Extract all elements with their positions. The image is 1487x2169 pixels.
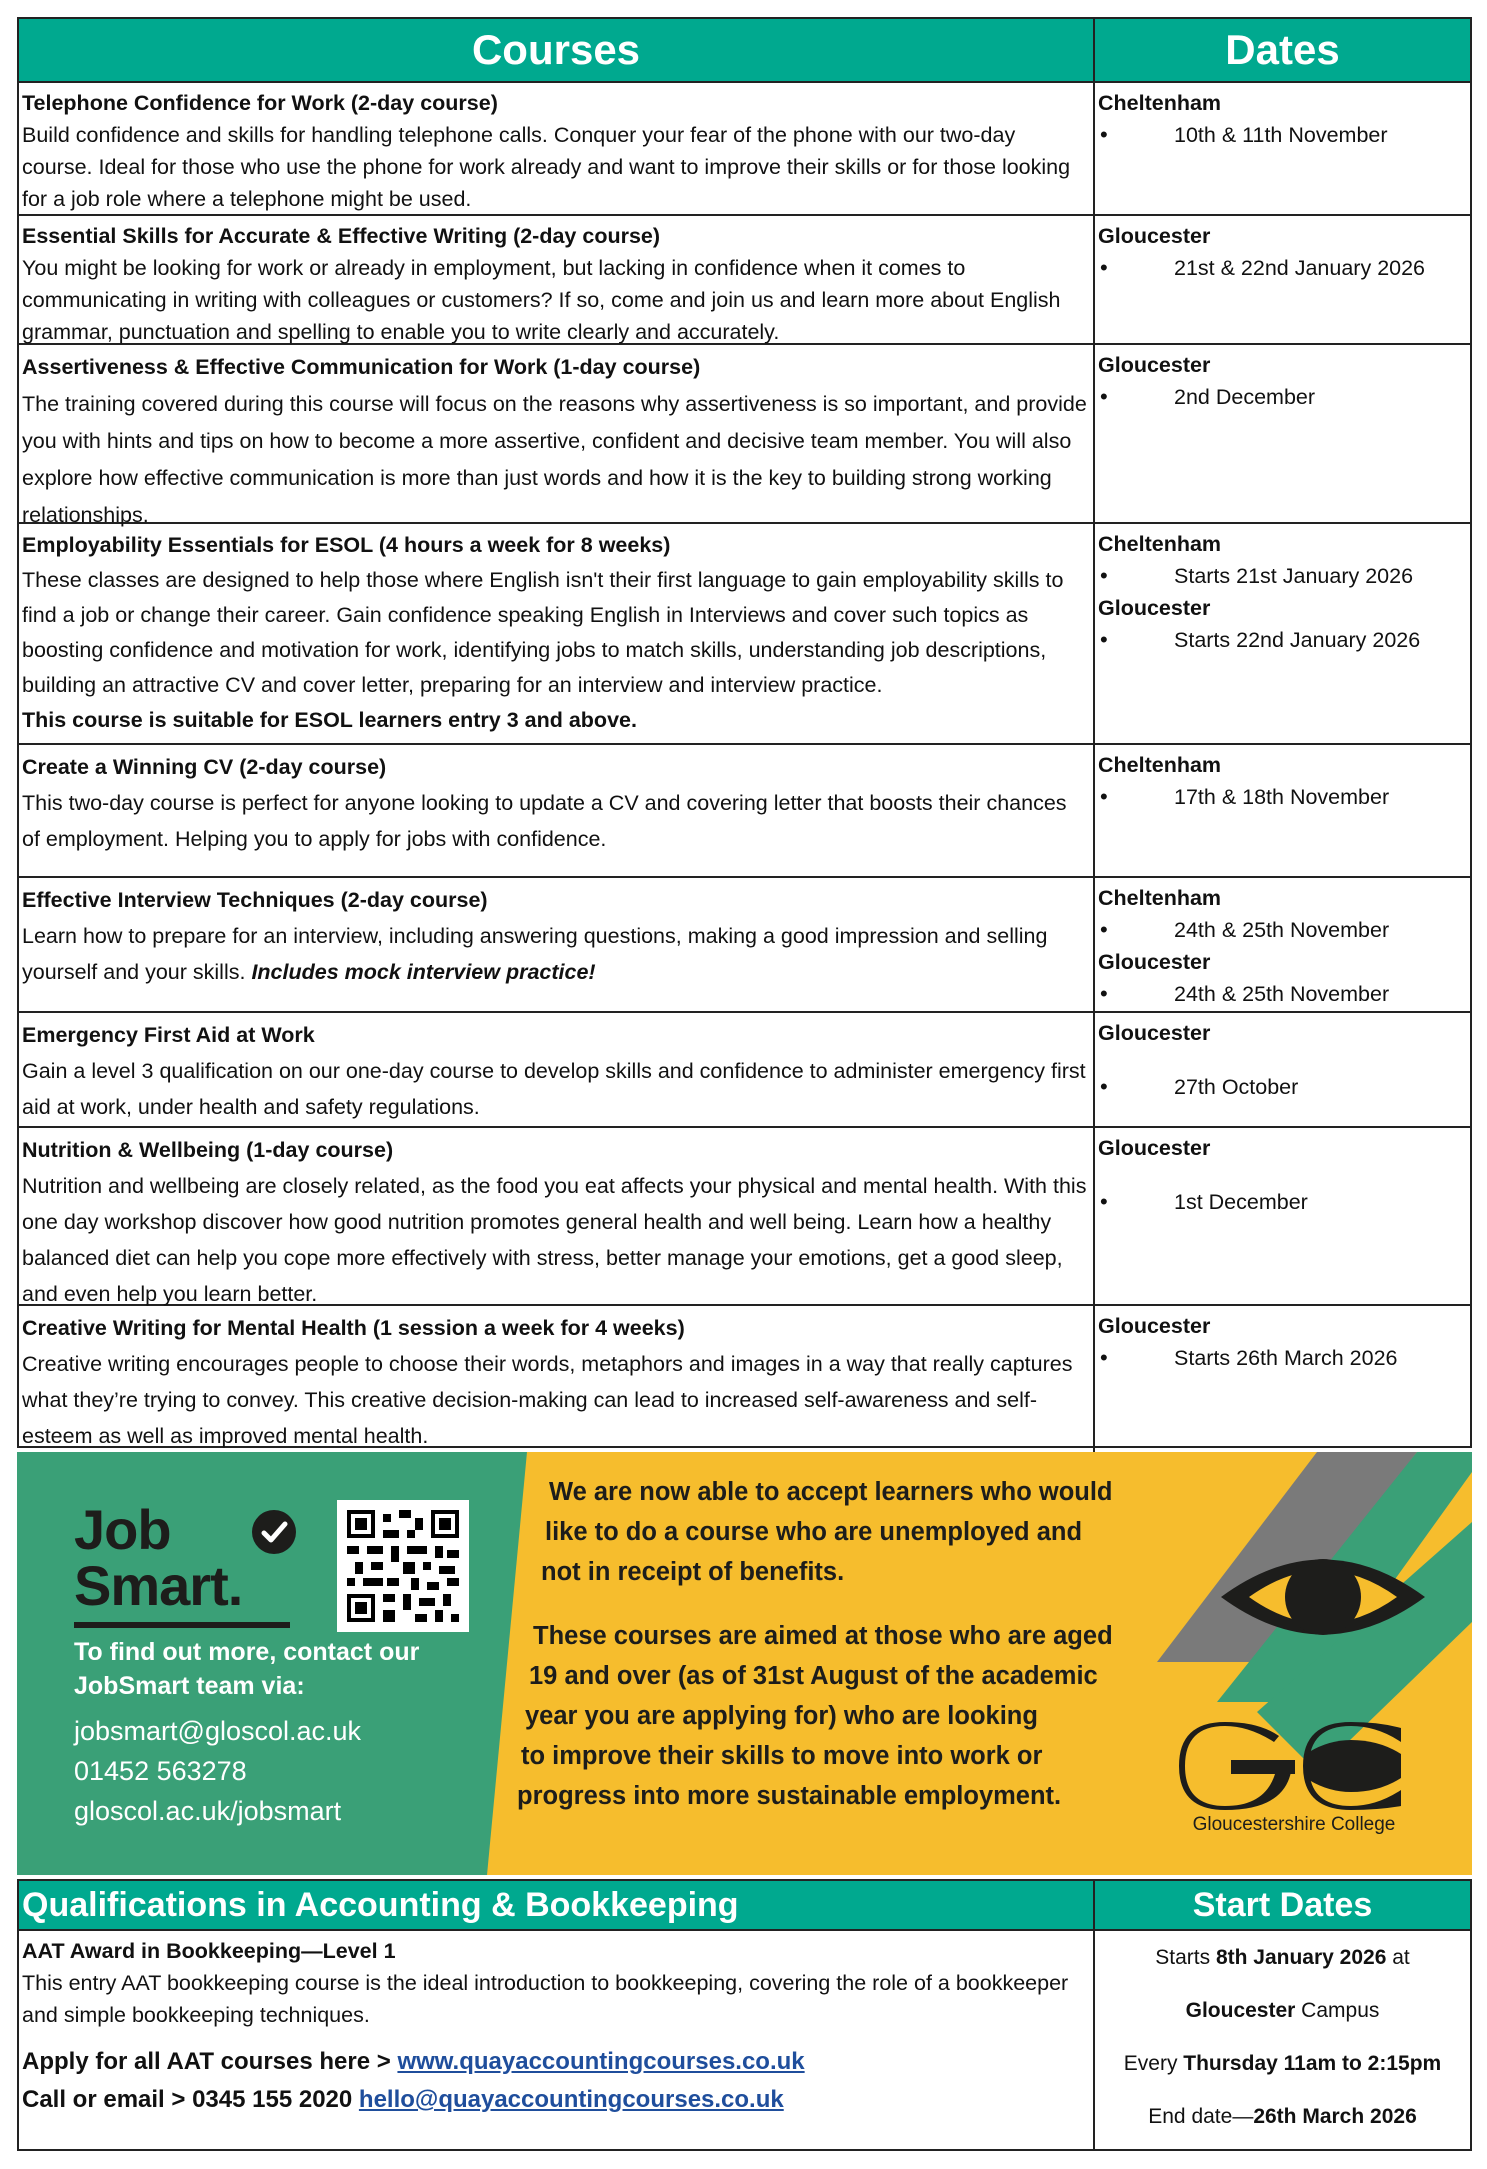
course-highlight: Includes mock interview practice!: [251, 960, 596, 984]
date-item: • 24th & 25th November: [1098, 978, 1467, 1010]
location: Gloucester: [1098, 950, 1211, 974]
end-prefix: End date—: [1148, 2105, 1254, 2128]
every-prefix: Every: [1123, 2052, 1184, 2075]
date-item: • 24th & 25th November: [1098, 914, 1467, 946]
date-item: • 1st December: [1098, 1186, 1467, 1218]
aat-course-title: AAT Award in Bookkeeping—Level 1: [22, 1939, 396, 1963]
course-description: Nutrition and wellbeing are closely related, as the food you eat affects your physical and mental health. With this one day workshop discover how good nutrition promotes general health and well being. Learn how a healthy balanced diet can help you cope more effectively with stress, better manage your emotions, get a good sleep, and even help you learn better.: [22, 1174, 1087, 1306]
logo-line-1: Job: [74, 1498, 171, 1561]
courses-table: [17, 17, 1472, 1448]
aat-header-row: [19, 1881, 1470, 1931]
apply-line: [22, 2043, 1090, 2081]
course-cell: [19, 216, 1095, 343]
course-row-esol: [19, 524, 1470, 745]
course-row-telephone: [19, 83, 1470, 216]
call-label: Call or email > 0345 155 2020: [22, 2086, 359, 2113]
dates-cell: [1095, 1128, 1470, 1304]
course-row-first-aid: [19, 1013, 1470, 1128]
location: Gloucester: [1098, 224, 1211, 248]
aat-header: Qualifications in Accounting & Bookkeeping: [19, 1881, 1095, 1929]
date-item: • Starts 26th March 2026: [1098, 1342, 1467, 1374]
course-cell: [19, 345, 1095, 527]
message-eligibility-l5: progress into more sustainable employment.: [517, 1782, 1062, 1810]
location: Gloucester: [1098, 1136, 1211, 1160]
course-description: Creative writing encourages people to choose their words, metaphors and images in a way that really captures what they’re trying to convey. This creative decision-making can lead to increased self-awareness and self-esteem as well as improved mental health.: [22, 1352, 1073, 1448]
campus-line: [1095, 1984, 1470, 2037]
campus: Gloucester: [1185, 1999, 1296, 2022]
campus-suffix: Campus: [1295, 1999, 1380, 2022]
course-description: Gain a level 3 qualification on our one-day course to develop skills and confidence to administer emergency first aid at work, under health and safety regulations.: [22, 1059, 1086, 1119]
courses-header-row: [19, 19, 1470, 83]
contact-email[interactable]: jobsmart@gloscol.ac.uk: [74, 1716, 362, 1746]
apply-label: Apply for all AAT courses here >: [22, 2048, 398, 2075]
start-date-line: [1095, 1931, 1470, 1984]
apply-link[interactable]: www.quayaccountingcourses.co.uk: [397, 2048, 805, 2075]
course-description: The training covered during this course will focus on the reasons why assertiveness is so important, and provide you with hints and tips on how to become a more assertive, confident and decisive team member. You will also explore how effective communication is more than just words and how it is the key to building strong working relationships.: [22, 392, 1087, 527]
course-title: Essential Skills for Accurate & Effective Writing (2-day course): [22, 224, 661, 248]
end-date-line: [1095, 2090, 1470, 2143]
aat-dates-cell: [1095, 1931, 1470, 2149]
course-row-creative-writing: [19, 1306, 1470, 1454]
gc-logo-icon: [1179, 1722, 1409, 1810]
message-eligibility-l4: to improve their skills to move into work or: [521, 1742, 1043, 1770]
course-title: Telephone Confidence for Work (2-day course): [22, 91, 498, 115]
dates-cell: [1095, 524, 1470, 743]
aat-table: [17, 1879, 1472, 2151]
course-row-cv: [19, 745, 1470, 878]
date-item: • 27th October: [1098, 1071, 1467, 1103]
email-link[interactable]: hello@quayaccountingcourses.co.uk: [358, 2086, 784, 2113]
course-title: Assertiveness & Effective Communication for Work (1-day course): [22, 355, 701, 379]
location: Cheltenham: [1098, 91, 1222, 115]
contact-website[interactable]: gloscol.ac.uk/jobsmart: [74, 1796, 342, 1826]
course-row-writing: [19, 216, 1470, 345]
college-name: Gloucestershire College: [1192, 1814, 1396, 1835]
dates-cell: [1095, 745, 1470, 876]
course-description: You might be looking for work or already in employment, but lacking in confidence when it comes to communicating in writing with colleagues or customers? If so, come and join us and learn more about English grammar, punctuation and spelling to enable you to write clearly and accurately.: [22, 256, 1061, 344]
course-title: Create a Winning CV (2-day course): [22, 755, 387, 779]
course-row-assertiveness: [19, 345, 1470, 527]
course-cell: [19, 524, 1095, 743]
course-row-interview: [19, 878, 1470, 1013]
location: Cheltenham: [1098, 532, 1222, 556]
course-cell: [19, 745, 1095, 876]
eye-icon: [1213, 1532, 1433, 1662]
course-cell: [19, 1306, 1095, 1454]
dates-cell: [1095, 1013, 1470, 1126]
start-suffix: at: [1386, 1946, 1410, 1969]
date-item: • 17th & 18th November: [1098, 781, 1467, 813]
start-dates-header: Start Dates: [1192, 1885, 1373, 1924]
course-title: Effective Interview Techniques (2-day course): [22, 888, 488, 912]
course-cell: [19, 1128, 1095, 1304]
dates-cell: [1095, 1306, 1470, 1454]
end-date: 26th March 2026: [1253, 2105, 1417, 2128]
location: Cheltenham: [1098, 886, 1222, 910]
aat-row: [19, 1931, 1470, 2149]
call-line: [22, 2081, 1090, 2119]
date-item: • Starts 22nd January 2026: [1098, 624, 1467, 656]
schedule: Thursday 11am to 2:15pm: [1183, 2052, 1442, 2075]
course-cell: [19, 83, 1095, 214]
start-date: 8th January 2026: [1215, 1946, 1387, 1969]
qr-code-icon[interactable]: [337, 1500, 469, 1632]
contact-title: To find out more, contact our JobSmart team via:: [74, 1638, 420, 1700]
course-description-wrap: [22, 918, 1090, 990]
location: Gloucester: [1098, 596, 1211, 620]
course-cell: [19, 878, 1095, 1011]
aat-course-description: This entry AAT bookkeeping course is the ideal introduction to bookkeeping, covering the role of a bookkeeper and simple bookkeeping techniques.: [22, 1971, 1069, 2027]
course-title: Emergency First Aid at Work: [22, 1023, 315, 1047]
aat-course-cell: [19, 1931, 1095, 2149]
start-prefix: Starts: [1155, 1946, 1216, 1969]
date-item: • 2nd December: [1098, 381, 1467, 413]
course-description: Learn how to prepare for an interview, including answering questions, making a good impression and selling yourself and your skills.: [22, 924, 1048, 984]
logo-line-2: Smart.: [74, 1554, 243, 1617]
course-note: This course is suitable for ESOL learners entry 3 and above.: [22, 708, 637, 732]
dates-header: Dates: [1225, 26, 1340, 73]
gloucestershire-college-logo: [1179, 1722, 1409, 1835]
location: Gloucester: [1098, 1021, 1211, 1045]
dates-cell: [1095, 216, 1470, 343]
course-title: Nutrition & Wellbeing (1-day course): [22, 1138, 394, 1162]
date-item: • Starts 21st January 2026: [1098, 560, 1467, 592]
message-eligibility-l2: 19 and over (as of 31st August of the academic: [529, 1662, 1098, 1690]
jobsmart-logo: [74, 1498, 294, 1617]
course-title: Creative Writing for Mental Health (1 session a week for 4 weeks): [22, 1316, 685, 1340]
location: Gloucester: [1098, 1314, 1211, 1338]
jobsmart-banner: [17, 1452, 1472, 1875]
courses-header: Courses: [19, 19, 1095, 81]
dates-cell: [1095, 345, 1470, 522]
schedule-line: [1095, 2037, 1470, 2090]
message-eligibility-l3: year you are applying for) who are looking: [525, 1702, 1038, 1730]
course-description: This two-day course is perfect for anyone looking to update a CV and covering letter that boosts their chances of employment. Helping you to apply for jobs with confidence.: [22, 791, 1067, 851]
contact-phone[interactable]: 01452 563278: [74, 1756, 247, 1786]
location: Cheltenham: [1098, 753, 1222, 777]
course-title: Employability Essentials for ESOL (4 hours a week for 8 weeks): [22, 533, 671, 557]
location: Gloucester: [1098, 353, 1211, 377]
message-unemployed-l1: We are now able to accept learners who would: [549, 1478, 1113, 1506]
date-item: • 10th & 11th November: [1098, 119, 1467, 151]
message-unemployed-l3: not in receipt of benefits.: [541, 1558, 845, 1586]
course-row-nutrition: [19, 1128, 1470, 1306]
message-eligibility-l1: These courses are aimed at those who are aged: [533, 1622, 1113, 1650]
course-description: Build confidence and skills for handling telephone calls. Conquer your fear of the phone with our two-day course. Ideal for those who use the phone for work already and want to improve their skills or for those looking for a job role where a telephone might be used.: [22, 123, 1071, 211]
checkmark-icon: [252, 1510, 296, 1554]
course-cell: [19, 1013, 1095, 1126]
dates-cell: [1095, 83, 1470, 214]
course-description: These classes are designed to help those where English isn't their first language to gain employability skills to find a job or change their career. Gain confidence speaking English in Interviews and cover such topics as boosting confidence and motivation for work, identifying jobs to match skills, understanding job descriptions, building an attractive CV and cover letter, preparing for an interview and interview practice.: [22, 568, 1064, 697]
logo-underline: [74, 1622, 290, 1628]
dates-cell: [1095, 878, 1470, 1011]
message-unemployed-l2: like to do a course who are unemployed and: [545, 1518, 1083, 1546]
date-item: • 21st & 22nd January 2026: [1098, 252, 1467, 284]
